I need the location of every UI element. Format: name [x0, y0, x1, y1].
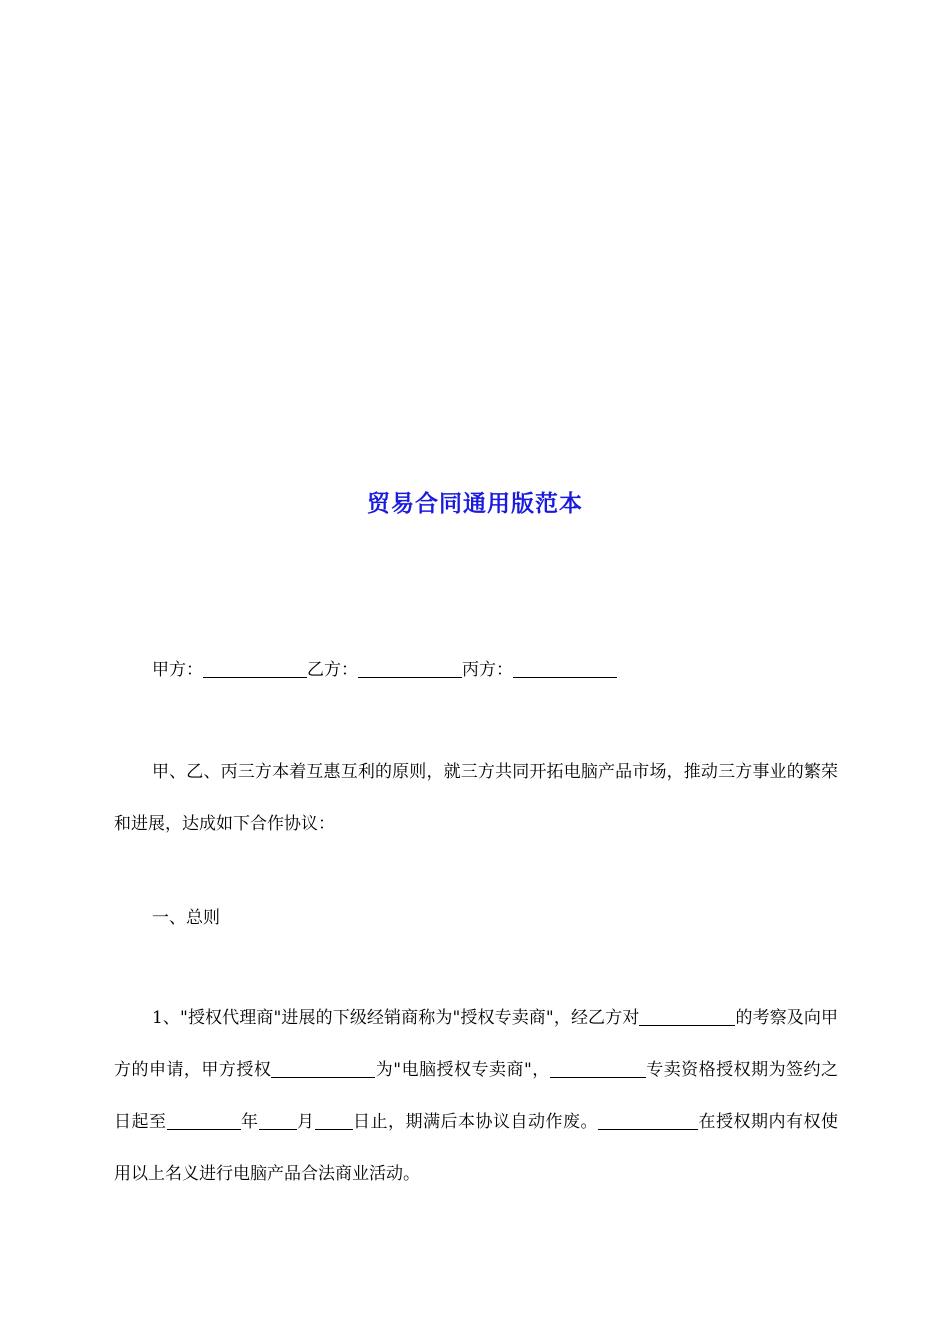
party-b-blank [358, 659, 462, 678]
clause-text: 1、"授权代理商"进展的下级经销商称为"授权专卖商"，经乙方对 [152, 1008, 640, 1028]
clause-text: 的考察及向甲方的申请，甲方授权 [114, 1008, 839, 1080]
clause-text: 为"电脑授权专卖商"， [375, 1060, 550, 1080]
party-c-label: 丙方： [462, 660, 513, 680]
party-a-blank [203, 659, 307, 678]
intro-paragraph: 甲、乙、丙三方本着互惠互利的原则，就三方共同开拓电脑产品市场，推动三方事业的繁荣和进展，达成如下合作协议： [114, 762, 838, 834]
blank-field [167, 1111, 241, 1130]
blank-field [271, 1059, 375, 1078]
clause-text: 日止，期满后本协议自动作废。 [352, 1112, 598, 1132]
blank-field [598, 1111, 698, 1130]
blank-field [639, 1007, 735, 1026]
clause-text: 在授权期内有权使用以上名义进行电脑产品合法商业活动。 [114, 1112, 838, 1184]
clause-text: 年 [240, 1112, 259, 1132]
blank-field [259, 1111, 297, 1130]
party-b-label: 乙方： [307, 660, 358, 680]
party-a-label: 甲方： [152, 660, 203, 680]
blank-field [550, 1059, 646, 1078]
document-title: 贸易合同通用版范本 [367, 491, 583, 517]
section-heading: 一、总则 [152, 908, 220, 928]
clause-text: 专卖资格授权期为签约之日起至 [114, 1060, 839, 1132]
clause-one-paragraph [114, 992, 838, 1200]
blank-field [315, 1111, 353, 1130]
clause-text: 月 [296, 1112, 315, 1132]
parties-line [152, 656, 617, 684]
party-c-blank [513, 659, 617, 678]
